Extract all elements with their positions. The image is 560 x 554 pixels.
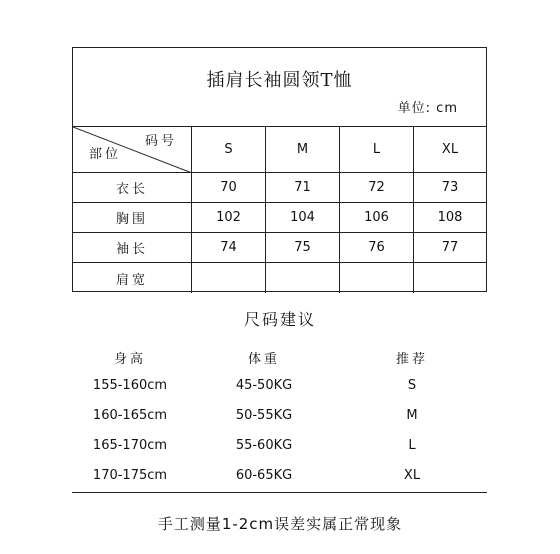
weight-value: 60-65KG [235,468,293,483]
size-grid [73,127,486,293]
table-cell: 76 [340,233,414,262]
recommended-size: XL [403,468,421,483]
table-cell [414,263,486,293]
table-cell: 74 [192,233,266,262]
table-cell: 72 [340,173,414,202]
table-row [73,233,486,263]
size-header-row [73,127,486,173]
divider [72,492,487,493]
corner-cell [73,127,192,172]
height-value: 170-175cm [92,468,168,483]
recommended-size: S [407,378,417,393]
size-table [72,47,487,292]
list-item [72,460,487,490]
measurement-note: 手工测量1-2cm误差实属正常现象 [157,515,403,533]
list-item [72,370,487,400]
table-cell [266,263,340,293]
header-weight: 体重 [247,352,281,367]
table-row [73,203,486,233]
size-header-s: S [192,127,266,172]
table-cell: 75 [266,233,340,262]
table-cell: 77 [441,240,459,255]
header-recommend: 推荐 [395,352,429,367]
table-row [73,173,486,203]
row-label-shoulder: 肩宽 [73,263,192,293]
product-title: 插肩长袖圆领T恤 [206,70,353,91]
size-header-xl: XL [441,142,459,157]
table-cell [192,263,266,293]
recommendation-title: 尺码建议 [243,310,316,329]
recommended-size: L [408,438,416,453]
height-value: 155-160cm [92,378,168,393]
recommendation-table [72,340,487,490]
table-row [73,263,486,293]
height-value: 160-165cm [92,408,168,423]
height-value: 165-170cm [92,438,168,453]
corner-part-label: 部位 [89,147,122,162]
row-label-length: 衣长 [73,173,192,202]
table-cell: 73 [441,180,459,195]
title-row [73,48,486,127]
weight-value: 45-50KG [235,378,293,393]
table-cell: 71 [266,173,340,202]
corner-size-label: 码号 [144,134,177,149]
unit-label: 单位: cm [397,101,458,116]
weight-value: 50-55KG [235,408,293,423]
list-item [72,400,487,430]
table-cell: 108 [437,210,463,225]
table-cell: 104 [266,203,340,232]
table-cell: 106 [340,203,414,232]
weight-value: 55-60KG [235,438,293,453]
size-header-m: M [266,127,340,172]
table-cell [340,263,414,293]
recommendation-header-row [72,340,487,370]
header-height: 身高 [113,352,147,367]
size-header-l: L [340,127,414,172]
row-label-sleeve: 袖长 [73,233,192,262]
table-cell: 102 [192,203,266,232]
list-item [72,430,487,460]
row-label-chest: 胸围 [73,203,192,232]
table-cell: 70 [192,173,266,202]
recommended-size: M [406,408,418,423]
